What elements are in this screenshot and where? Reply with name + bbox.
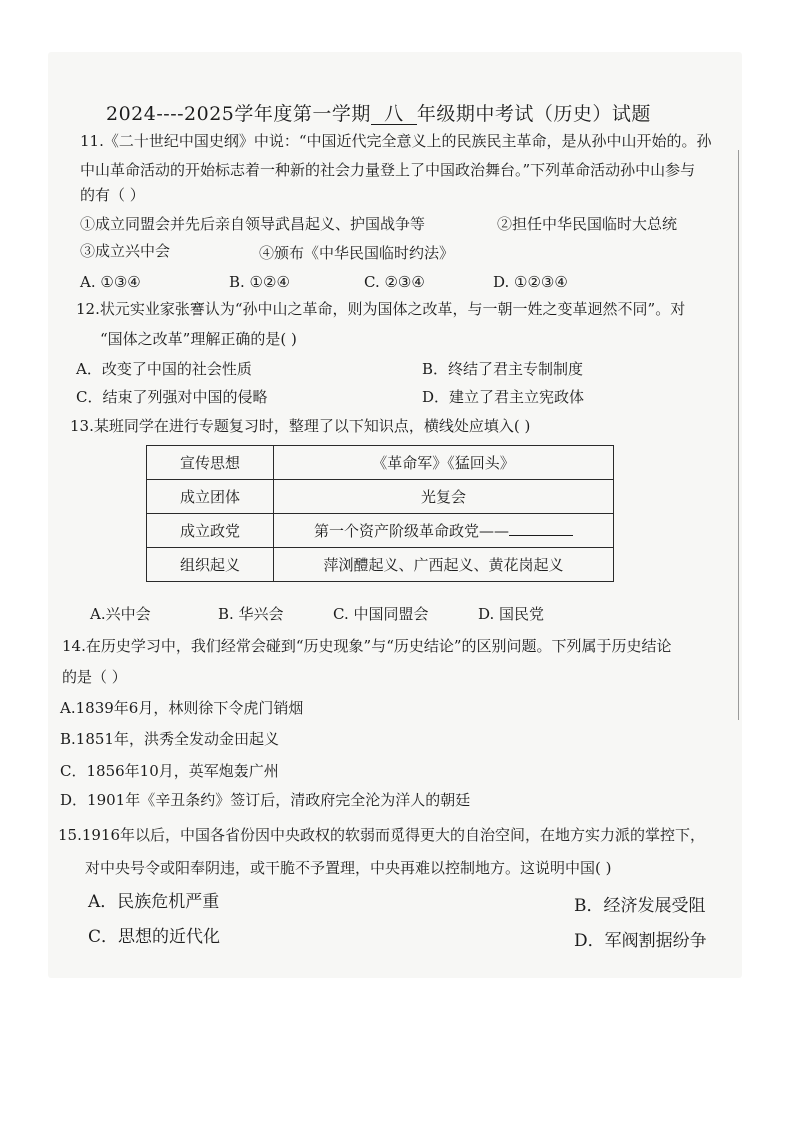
page-title	[106, 103, 651, 125]
table-value: 《革命军》《猛回头》	[274, 446, 614, 480]
q11-stem-line-3: 的有（ ）	[80, 186, 145, 204]
q14-option-c[interactable]: C．1856年10月，英军炮轰广州	[60, 762, 279, 780]
table-row	[147, 480, 614, 514]
q14-option-a[interactable]: A.1839年6月，林则徐下令虎门销烟	[60, 699, 304, 717]
q13-stem: 13.某班同学在进行专题复习时，整理了以下知识点，横线处应填入( )	[70, 417, 531, 435]
fill-blank	[509, 523, 573, 536]
q15-option-a[interactable]: A．民族危机严重	[88, 892, 220, 912]
q14-stem-line-2: 的是（ ）	[62, 668, 127, 686]
table-key: 成立政党	[147, 514, 274, 548]
q11-item-2: ②担任中华民国临时大总统	[497, 215, 678, 233]
knowledge-table	[146, 445, 614, 582]
q14-stem-line-1: 14.在历史学习中，我们经常会碰到“历史现象”与“历史结论”的区别问题。下列属于历史结论	[62, 637, 672, 655]
q13-option-c[interactable]: C. 中国同盟会	[333, 605, 429, 623]
q11-item-1: ①成立同盟会并先后亲自领导武昌起义、护国战争等	[80, 215, 426, 233]
q13-option-a[interactable]: A.兴中会	[90, 605, 151, 623]
table-value: 第一个资产阶级革命政党——	[313, 522, 509, 540]
q15-option-d[interactable]: D．军阀割据纷争	[574, 931, 707, 951]
q11-stem-line-2: 中山革命活动的开始标志着一种新的社会力量登上了中国政治舞台。”下列革命活动孙中山参与	[80, 161, 696, 179]
q12-option-a[interactable]: A．改变了中国的社会性质	[76, 360, 252, 378]
title-grade: 八	[371, 104, 417, 125]
table-row	[147, 514, 614, 548]
title-suffix: 年级期中考试（历史）试题	[416, 103, 651, 125]
q15-stem-line-1: 15.1916年以后，中国各省份因中央政权的软弱而觅得更大的自治空间，在地方实力派的掌控下，	[58, 826, 706, 844]
q11-option-a[interactable]: A. ①③④	[80, 273, 141, 291]
q14-option-d[interactable]: D．1901年《辛丑条约》签订后，清政府完全沦为洋人的朝廷	[60, 791, 471, 809]
q14-option-b[interactable]: B.1851年，洪秀全发动金田起义	[60, 730, 279, 748]
q11-option-d[interactable]: D. ①②③④	[493, 273, 568, 291]
q15-option-c[interactable]: C．思想的近代化	[88, 927, 221, 947]
table-row	[147, 548, 614, 582]
q15-option-b[interactable]: B．经济发展受阻	[574, 896, 706, 916]
q12-stem-line-1: 12.状元实业家张謇认为“孙中山之革命，则为国体之改革，与一朝一姓之变革迥然不同”。对	[76, 300, 686, 318]
table-row	[147, 446, 614, 480]
q12-stem-line-2: “国体之改革”理解正确的是( )	[100, 330, 297, 348]
q15-stem-line-2: 对中央号令或阳奉阴违，或干脆不予置理，中央再难以控制地方。这说明中国( )	[85, 859, 612, 877]
q13-option-d[interactable]: D. 国民党	[478, 605, 545, 623]
table-value: 萍浏醴起义、广西起义、黄花岗起义	[274, 548, 614, 582]
table-key: 组织起义	[147, 548, 274, 582]
margin-line	[738, 150, 739, 720]
title-prefix: 2024----2025学年度第一学期	[106, 103, 371, 125]
q12-option-d[interactable]: D．建立了君主立宪政体	[422, 388, 585, 406]
q11-option-b[interactable]: B. ①②④	[229, 273, 290, 291]
table-key: 宣传思想	[147, 446, 274, 480]
q11-option-c[interactable]: C. ②③④	[364, 273, 425, 291]
q12-option-b[interactable]: B．终结了君主专制制度	[422, 360, 584, 378]
table-key: 成立团体	[147, 480, 274, 514]
q11-item-3: ③成立兴中会	[80, 242, 171, 260]
q11-item-4: ④颁布《中华民国临时约法》	[259, 244, 455, 262]
table-value: 光复会	[274, 480, 614, 514]
q12-option-c[interactable]: C．结束了列强对中国的侵略	[76, 388, 268, 406]
table-value-with-blank	[274, 514, 614, 548]
q11-stem-line-1: 11.《二十世纪中国史纲》中说：“中国近代完全意义上的民族民主革命，是从孙中山开始的。孙	[80, 132, 712, 150]
q13-option-b[interactable]: B. 华兴会	[218, 605, 284, 623]
